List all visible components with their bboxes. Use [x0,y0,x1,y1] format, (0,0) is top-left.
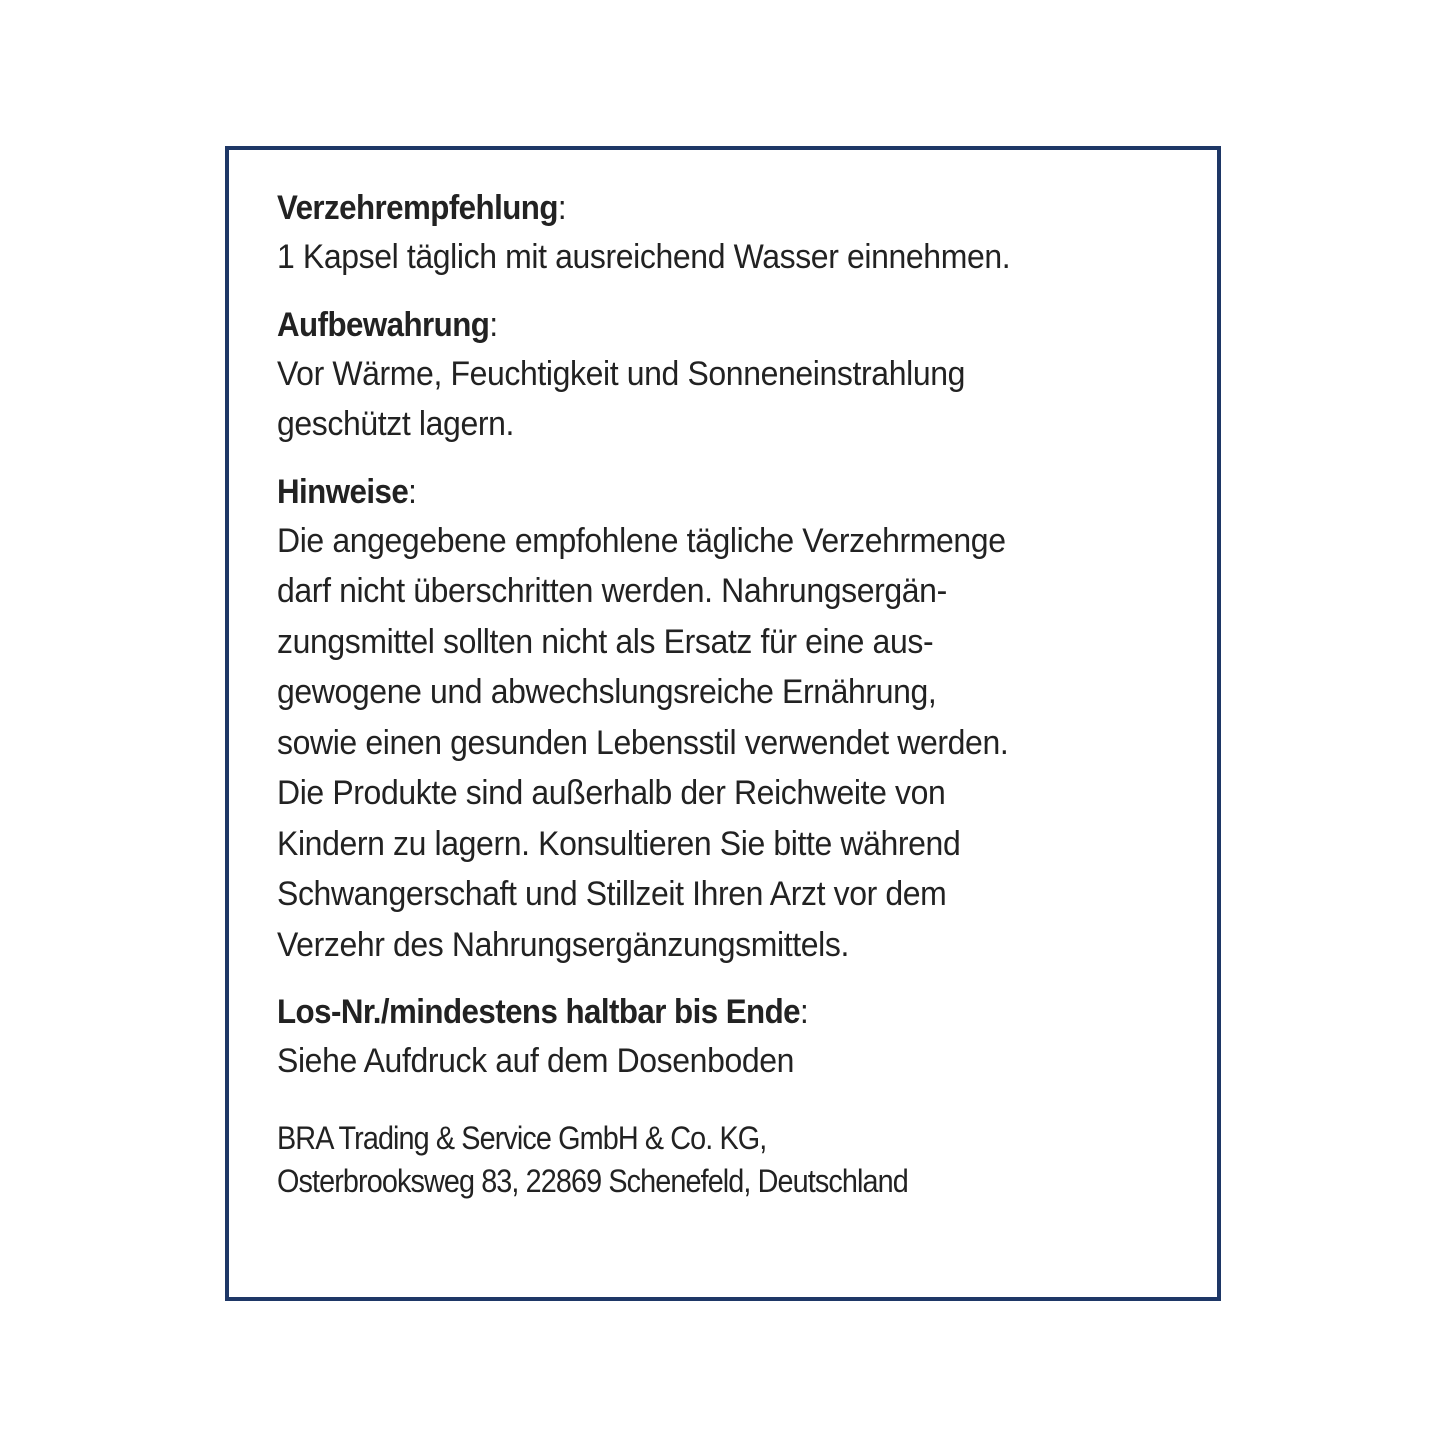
section-line: zungsmittel sollten nicht als Ersatz für eine aus- [277,622,934,661]
heading-colon: : [489,305,498,344]
section-heading [277,301,1123,349]
section-line: Schwangerschaft und Stillzeit Ihren Arzt vor dem [277,875,947,913]
section-storage [277,301,1197,450]
heading-colon: : [799,993,809,1031]
section-line: Die angegebene empfohlene tägliche Verzehrmenge [277,521,1006,560]
heading-colon: : [557,189,567,227]
section-notes [277,468,1197,971]
section-line: geschützt lagern. [277,405,515,443]
heading-text: Aufbewahrung [277,305,490,344]
section-line: sowie einen gesunden Lebensstil verwendet werden. [277,723,1009,762]
section-line: Kindern zu lagern. Konsultieren Sie bitte während [277,824,961,863]
product-info-label [277,184,1197,1203]
company-address [277,1117,1197,1203]
company-street: Osterbrooksweg 83, 22869 Schenefeld, Deutschland [277,1162,908,1199]
section-heading [277,468,1123,516]
heading-text: Verzehrempfehlung [277,189,558,227]
section-heading [277,988,1123,1036]
heading-colon: : [408,472,417,511]
company-name: BRA Trading & Service GmbH & Co. KG, [277,1119,767,1156]
section-line: 1 Kapsel täglich mit ausreichend Wasser einnehmen. [277,238,1011,276]
section-line: Verzehr des Nahrungsergänzungsmittels. [277,925,849,964]
section-line: Siehe Aufdruck auf dem Dosenboden [277,1042,795,1080]
section-line: Vor Wärme, Feuchtigkeit und Sonneneinstrahlung [277,354,966,393]
section-line: darf nicht überschritten werden. Nahrungsergän- [277,572,947,610]
heading-text: Hinweise [277,472,409,511]
section-lot-number [277,988,1197,1087]
section-dosage [277,184,1197,283]
section-line: Die Produkte sind außerhalb der Reichweite von [277,774,946,812]
section-line: gewogene und abwechslungsreiche Ernährung, [277,673,937,711]
heading-text: Los-Nr./mindestens haltbar bis Ende [277,993,800,1031]
section-heading [277,184,1123,232]
